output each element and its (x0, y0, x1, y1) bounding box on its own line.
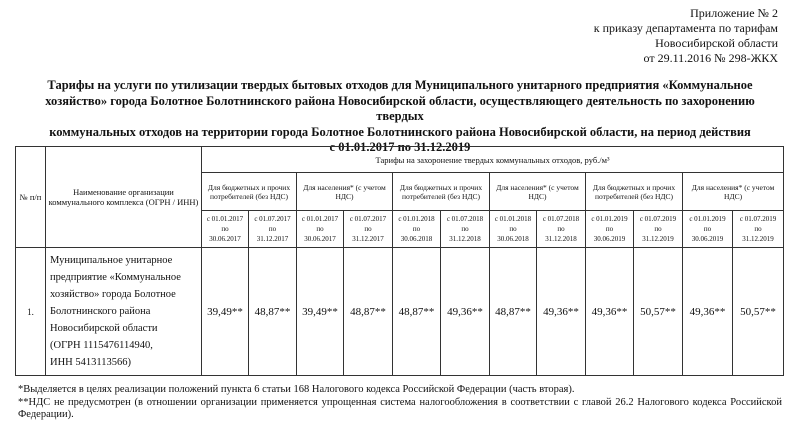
tariff-value: 48,87** (490, 248, 537, 376)
appendix-line: Приложение № 2 (690, 6, 778, 20)
consumer-group-header: Для бюджетных и прочих потребителей (без НДС) (202, 173, 297, 211)
organization-line: Новосибирской области (50, 323, 158, 334)
period-word: по (268, 225, 277, 233)
tariff-value: 39,49** (297, 248, 344, 376)
period-to: 31.12.2019 (742, 235, 774, 243)
period-to: 30.06.2019 (593, 235, 626, 243)
table-row (16, 248, 784, 376)
period-from: с 01.01.2018 (398, 215, 435, 223)
period-to: 31.12.2017 (352, 235, 384, 243)
tariff-value: 49,36** (586, 248, 634, 376)
period-cell (202, 211, 249, 248)
tariff-table (15, 146, 784, 376)
period-word: по (461, 225, 469, 233)
organization-line: (ОГРН 1115476114940, (50, 340, 153, 351)
period-cell (393, 211, 441, 248)
tariff-value: 48,87** (249, 248, 297, 376)
period-from: с 01.07.2018 (542, 215, 580, 223)
period-to: 31.12.2019 (642, 235, 674, 243)
period-cell (249, 211, 297, 248)
period-word: по (412, 225, 421, 233)
period-from: с 01.07.2017 (349, 215, 387, 223)
title-line: хозяйство» города Болотное Болотнинского района Новосибирской области, осуществляющего деятельность по захоронению твердых (45, 93, 755, 123)
period-word: по (754, 225, 762, 233)
column-header-organization: Наименование организации коммунального комплекса (ОГРН / ИНН) (46, 147, 202, 248)
organization-line: ИНН 5413113566) (50, 357, 131, 368)
appendix-header (594, 6, 778, 66)
period-word: по (509, 225, 517, 233)
organization-line: хозяйство» города Болотное (50, 289, 176, 300)
period-word: по (221, 225, 229, 233)
period-to: 30.06.2019 (691, 235, 724, 243)
tariff-value: 50,57** (733, 248, 784, 376)
title-line: Тарифы на услуги по утилизации твердых бытовых отходов для Муниципального унитарного предприятия «Коммунальное (47, 78, 753, 92)
appendix-line: к приказу департамента по тарифам (593, 21, 778, 35)
consumer-group-header: Для населения* (с учетом НДС) (490, 173, 586, 211)
organization-line: предприятие «Коммунальное (50, 272, 181, 283)
period-to: 30.06.2018 (400, 235, 433, 243)
period-from: с 01.01.2017 (206, 215, 244, 223)
consumer-group-header: Для бюджетных и прочих потребителей (без НДС) (393, 173, 490, 211)
period-cell (683, 211, 733, 248)
title-line: коммунальных отходов на территории города Болотное Болотнинского района Новосибирской области, на период действия (49, 124, 751, 139)
period-from: с 01.01.2018 (494, 215, 532, 223)
period-from: с 01.07.2018 (446, 215, 484, 223)
period-to: 30.06.2018 (497, 235, 529, 243)
period-cell (441, 211, 490, 248)
period-cell (537, 211, 586, 248)
appendix-line: Новосибирской области (655, 36, 778, 50)
period-to: 30.06.2017 (304, 235, 336, 243)
header-row-tariff (16, 147, 784, 173)
footnotes (18, 384, 782, 422)
organization-line: Болотнинского района (50, 306, 151, 317)
period-from: с 01.01.2019 (591, 215, 628, 223)
period-cell (733, 211, 784, 248)
period-word: по (364, 225, 372, 233)
tariff-value: 49,36** (537, 248, 586, 376)
period-word: по (605, 225, 614, 233)
period-word: по (654, 225, 662, 233)
row-number: 1. (16, 248, 46, 376)
consumer-group-header: Для населения* (с учетом НДС) (297, 173, 393, 211)
period-cell (586, 211, 634, 248)
appendix-line: от 29.11.2016 № 298-ЖКХ (643, 51, 778, 65)
consumer-group-header: Для населения* (с учетом НДС) (683, 173, 784, 211)
organization-line: Муниципальное унитарное (50, 255, 173, 266)
title-line: с 01.01.2017 по 31.12.2019 (329, 140, 471, 154)
period-cell (634, 211, 683, 248)
tariff-value: 48,87** (393, 248, 441, 376)
period-to: 30.06.2017 (209, 235, 241, 243)
period-to: 31.12.2018 (449, 235, 481, 243)
period-cell (297, 211, 344, 248)
period-cell (344, 211, 393, 248)
tariff-value: 50,57** (634, 248, 683, 376)
tariff-header: Тарифы на захоронение твердых коммунальных отходов, руб./м³ (202, 147, 784, 173)
period-from: с 01.07.2017 (254, 215, 291, 223)
footnote-vat-not-applied: **НДС не предусмотрен (в отношении организации применяется упрощенная система налогообложения в соответствии с главой 26.2 Налогового кодекса Российской Федерации). (18, 396, 782, 420)
period-word: по (316, 225, 324, 233)
organization-name (46, 248, 202, 376)
column-header-number: № п/п (16, 147, 46, 248)
period-from: с 01.07.2019 (639, 215, 677, 223)
consumer-group-header: Для бюджетных и прочих потребителей (без НДС) (586, 173, 683, 211)
footnote-vat-population: *Выделяется в целях реализации положений пункта 6 статьи 168 Налогового кодекса Российской Федерации (часть вторая). (18, 384, 575, 395)
document-title (20, 78, 780, 156)
period-word: по (557, 225, 565, 233)
period-to: 31.12.2017 (256, 235, 289, 243)
period-cell (490, 211, 537, 248)
period-word: по (703, 225, 712, 233)
period-from: с 01.01.2019 (689, 215, 726, 223)
tariff-value: 39,49** (202, 248, 249, 376)
tariff-value: 48,87** (344, 248, 393, 376)
period-to: 31.12.2018 (545, 235, 577, 243)
period-from: с 01.01.2017 (301, 215, 339, 223)
tariff-value: 49,36** (683, 248, 733, 376)
period-from: с 01.07.2019 (739, 215, 777, 223)
tariff-value: 49,36** (441, 248, 490, 376)
